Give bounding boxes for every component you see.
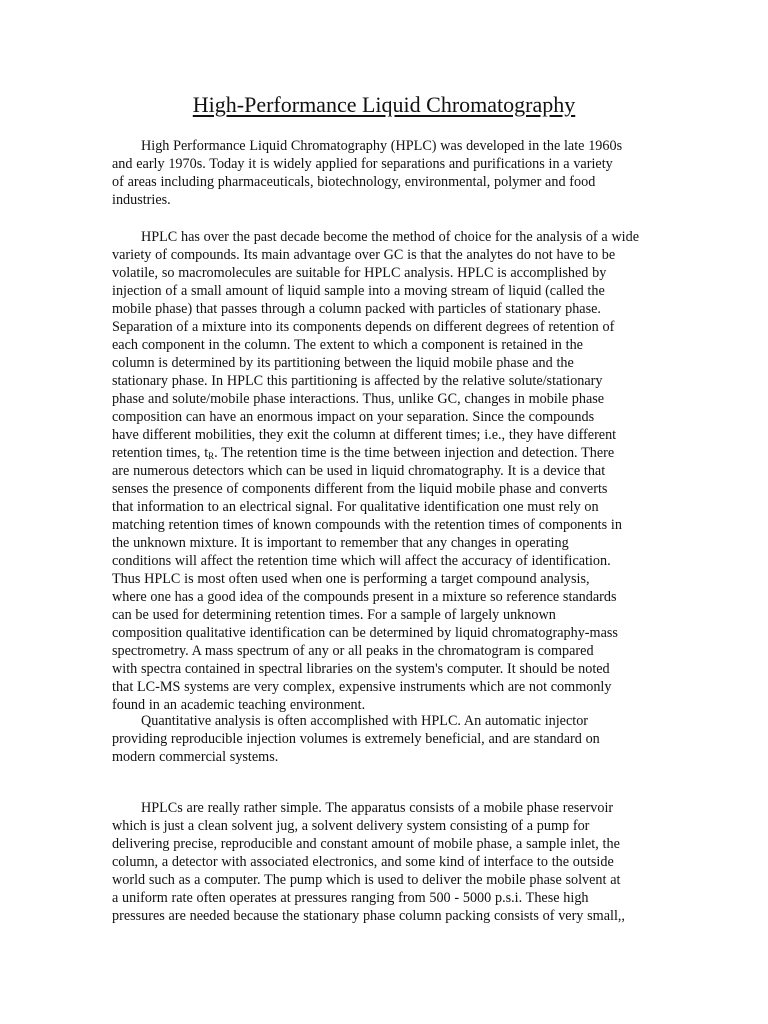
text-line: modern commercial systems. — [112, 749, 279, 765]
paragraph-2 — [112, 228, 658, 714]
text-line: Thus HPLC is most often used when one is performing a target compound analysis, — [112, 571, 590, 587]
text-line: spectrometry. A mass spectrum of any or all peaks in the chromatogram is compared — [112, 643, 594, 659]
text-line: injection of a small amount of liquid sample into a moving stream of liquid (called the — [112, 283, 605, 299]
text-line: Quantitative analysis is often accomplished with HPLC. An automatic injector — [141, 713, 589, 729]
text-line: and early 1970s. Today it is widely applied for separations and purifications in a variety — [112, 156, 613, 172]
page-title: High-Performance Liquid Chromatography — [192, 92, 576, 117]
text-line: Separation of a mixture into its components depends on different degrees of retention of — [112, 319, 615, 335]
retention-subscript: R — [208, 451, 215, 461]
text-line: can be used for determining retention times. For a sample of largely unknown — [112, 607, 556, 623]
text-line: composition qualitative identification can be determined by liquid chromatography-mass — [112, 625, 618, 641]
text-line: volatile, so macromolecules are suitable for HPLC analysis. HPLC is accomplished by — [112, 265, 607, 281]
paragraph-4 — [112, 799, 658, 925]
text-line: conditions will affect the retention time which will affect the accuracy of identification. — [112, 553, 611, 569]
text-line: which is just a clean solvent jug, a solvent delivery system consisting of a pump for — [112, 818, 590, 834]
text-line: industries. — [112, 192, 171, 208]
text-line: High Performance Liquid Chromatography (HPLC) was developed in the late 1960s — [141, 138, 623, 154]
text-line: variety of compounds. Its main advantage over GC is that the analytes do not have to be — [112, 247, 616, 263]
text-fragment: . The retention time is the time between injection and detection. There — [214, 445, 615, 461]
text-line: where one has a good idea of the compounds present in a mixture so reference standards — [112, 589, 617, 605]
text-line: delivering precise, reproducible and constant amount of mobile phase, a sample inlet, the — [112, 836, 620, 852]
text-line: mobile phase) that passes through a column packed with particles of stationary phase. — [112, 301, 601, 317]
text-line: stationary phase. In HPLC this partitioning is affected by the relative solute/stationary — [112, 373, 603, 389]
text-line: matching retention times of known compounds with the retention times of components in — [112, 517, 622, 533]
paragraph-1 — [112, 137, 658, 209]
text-line: HPLCs are really rather simple. The apparatus consists of a mobile phase reservoir — [141, 800, 614, 816]
text-line: composition can have an enormous impact on your separation. Since the compounds — [112, 409, 595, 425]
text-line: column is determined by its partitioning between the liquid mobile phase and the — [112, 355, 574, 371]
text-line: each component in the column. The extent to which a component is retained in the — [112, 337, 583, 353]
text-line: found in an academic teaching environment. — [112, 697, 366, 713]
text-line: phase and solute/mobile phase interactions. Thus, unlike GC, changes in mobile phase — [112, 391, 605, 407]
text-line: that LC-MS systems are very complex, expensive instruments which are not commonly — [112, 679, 612, 695]
retention-time-line — [112, 444, 658, 462]
text-line: of areas including pharmaceuticals, biotechnology, environmental, polymer and food — [112, 174, 596, 190]
text-line: that information to an electrical signal. For qualitative identification one must rely on — [112, 499, 599, 515]
text-line: are numerous detectors which can be used in liquid chromatography. It is a device that — [112, 463, 606, 479]
text-line: with spectra contained in spectral libraries on the system's computer. It should be noted — [112, 661, 610, 677]
text-line: world such as a computer. The pump which is used to deliver the mobile phase solvent at — [112, 872, 621, 888]
text-line: have different mobilities, they exit the column at different times; i.e., they have different — [112, 427, 617, 443]
text-line: the unknown mixture. It is important to remember that any changes in operating — [112, 535, 569, 551]
text-line: a uniform rate often operates at pressures ranging from 500 - 5000 p.s.i. These high — [112, 890, 589, 906]
text-line: HPLC has over the past decade become the method of choice for the analysis of a wide — [141, 229, 640, 245]
text-line: column, a detector with associated electronics, and some kind of interface to the outside — [112, 854, 614, 870]
text-line: pressures are needed because the stationary phase column packing consists of very small,, — [112, 908, 625, 924]
paragraph-3 — [112, 712, 658, 766]
text-line: providing reproducible injection volumes is extremely beneficial, and are standard on — [112, 731, 600, 747]
text-line: senses the presence of components different from the liquid mobile phase and converts — [112, 481, 608, 497]
text-fragment: retention times, t — [112, 445, 209, 461]
